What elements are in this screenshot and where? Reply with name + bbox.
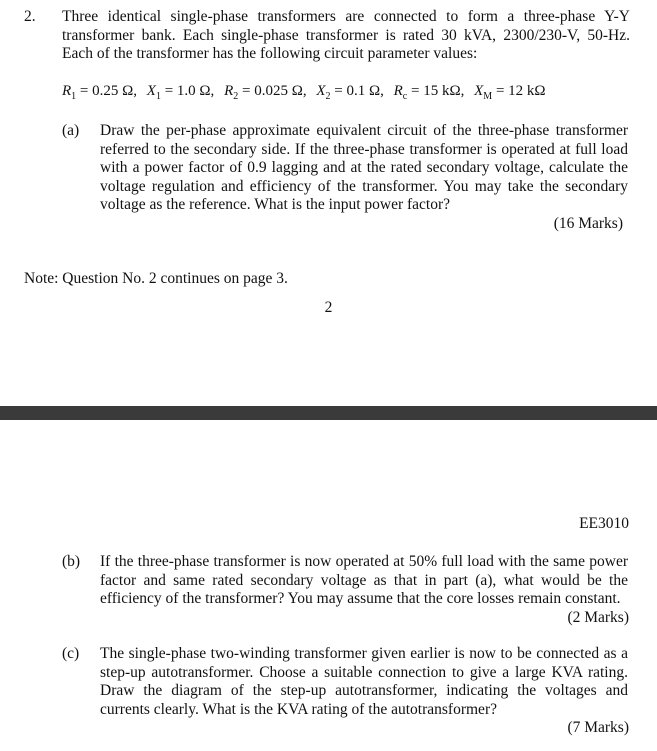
part-b-text: If the three-phase transformer is now operated at 50% full load with the same power factor and same rated secondary voltage as that in part (a), what would be the efficiency of the transformer? You may assume that the core losses remain constant. [100,553,628,607]
course-code: EE3010 [579,515,629,532]
param-r2: $R_2 = 0.025$ Ω, [224,83,307,102]
question-number: 2. [24,8,36,25]
question-intro: Three identical single-phase transformers are connected to form a three-phase Y-Y transformer bank. Each single-phase transformer is rated 30 kVA, 2300/230-V, 50-Hz. Each of the transformer has the following circuit parameter values: [62,8,630,62]
part-b-marks: (2 Marks) [567,609,629,626]
circuit-parameters [62,83,642,100]
param-r1: $R_1 = 0.25$ Ω, [62,83,138,102]
param-x1: $X_1 = 1.0$ Ω, [146,83,215,102]
part-c-text: The single-phase two-winding transformer given earlier is now to be connected as a step-up autotransformer. Choose a suitable connection to give a large KVA rating. Draw the diagram of the step-up autotransformer, indicating the voltages and currents clearly. What is the KVA rating of the autotransformer? [100,645,628,718]
page-number: 2 [324,299,333,316]
part-a-label: (a) [62,122,80,139]
param-x2: $X_2 = 0.1$ Ω, [316,83,384,102]
continuation-note: Note: Question No. 2 continues on page 3. [24,270,288,287]
part-c-marks: (7 Marks) [567,719,629,736]
part-b-label: (b) [62,553,81,570]
part-a-text: Draw the per-phase approximate equivalent circuit of the three-phase transformer referred to the secondary side. If the three-phase transformer is operated at full load with a power factor of 0.9 lagging and at the rated secondary voltage, calculate the voltage regulation and efficiency of the transformer. You may take the secondary voltage as the reference. What is the input power factor? [100,122,628,213]
param-xm: $X_M = 12$ kΩ [474,83,546,102]
page-divider [0,406,657,420]
part-c-label: (c) [62,645,80,662]
part-a-marks: (16 Marks) [553,215,623,232]
param-rc: $R_c = 15$ kΩ, [393,83,465,102]
